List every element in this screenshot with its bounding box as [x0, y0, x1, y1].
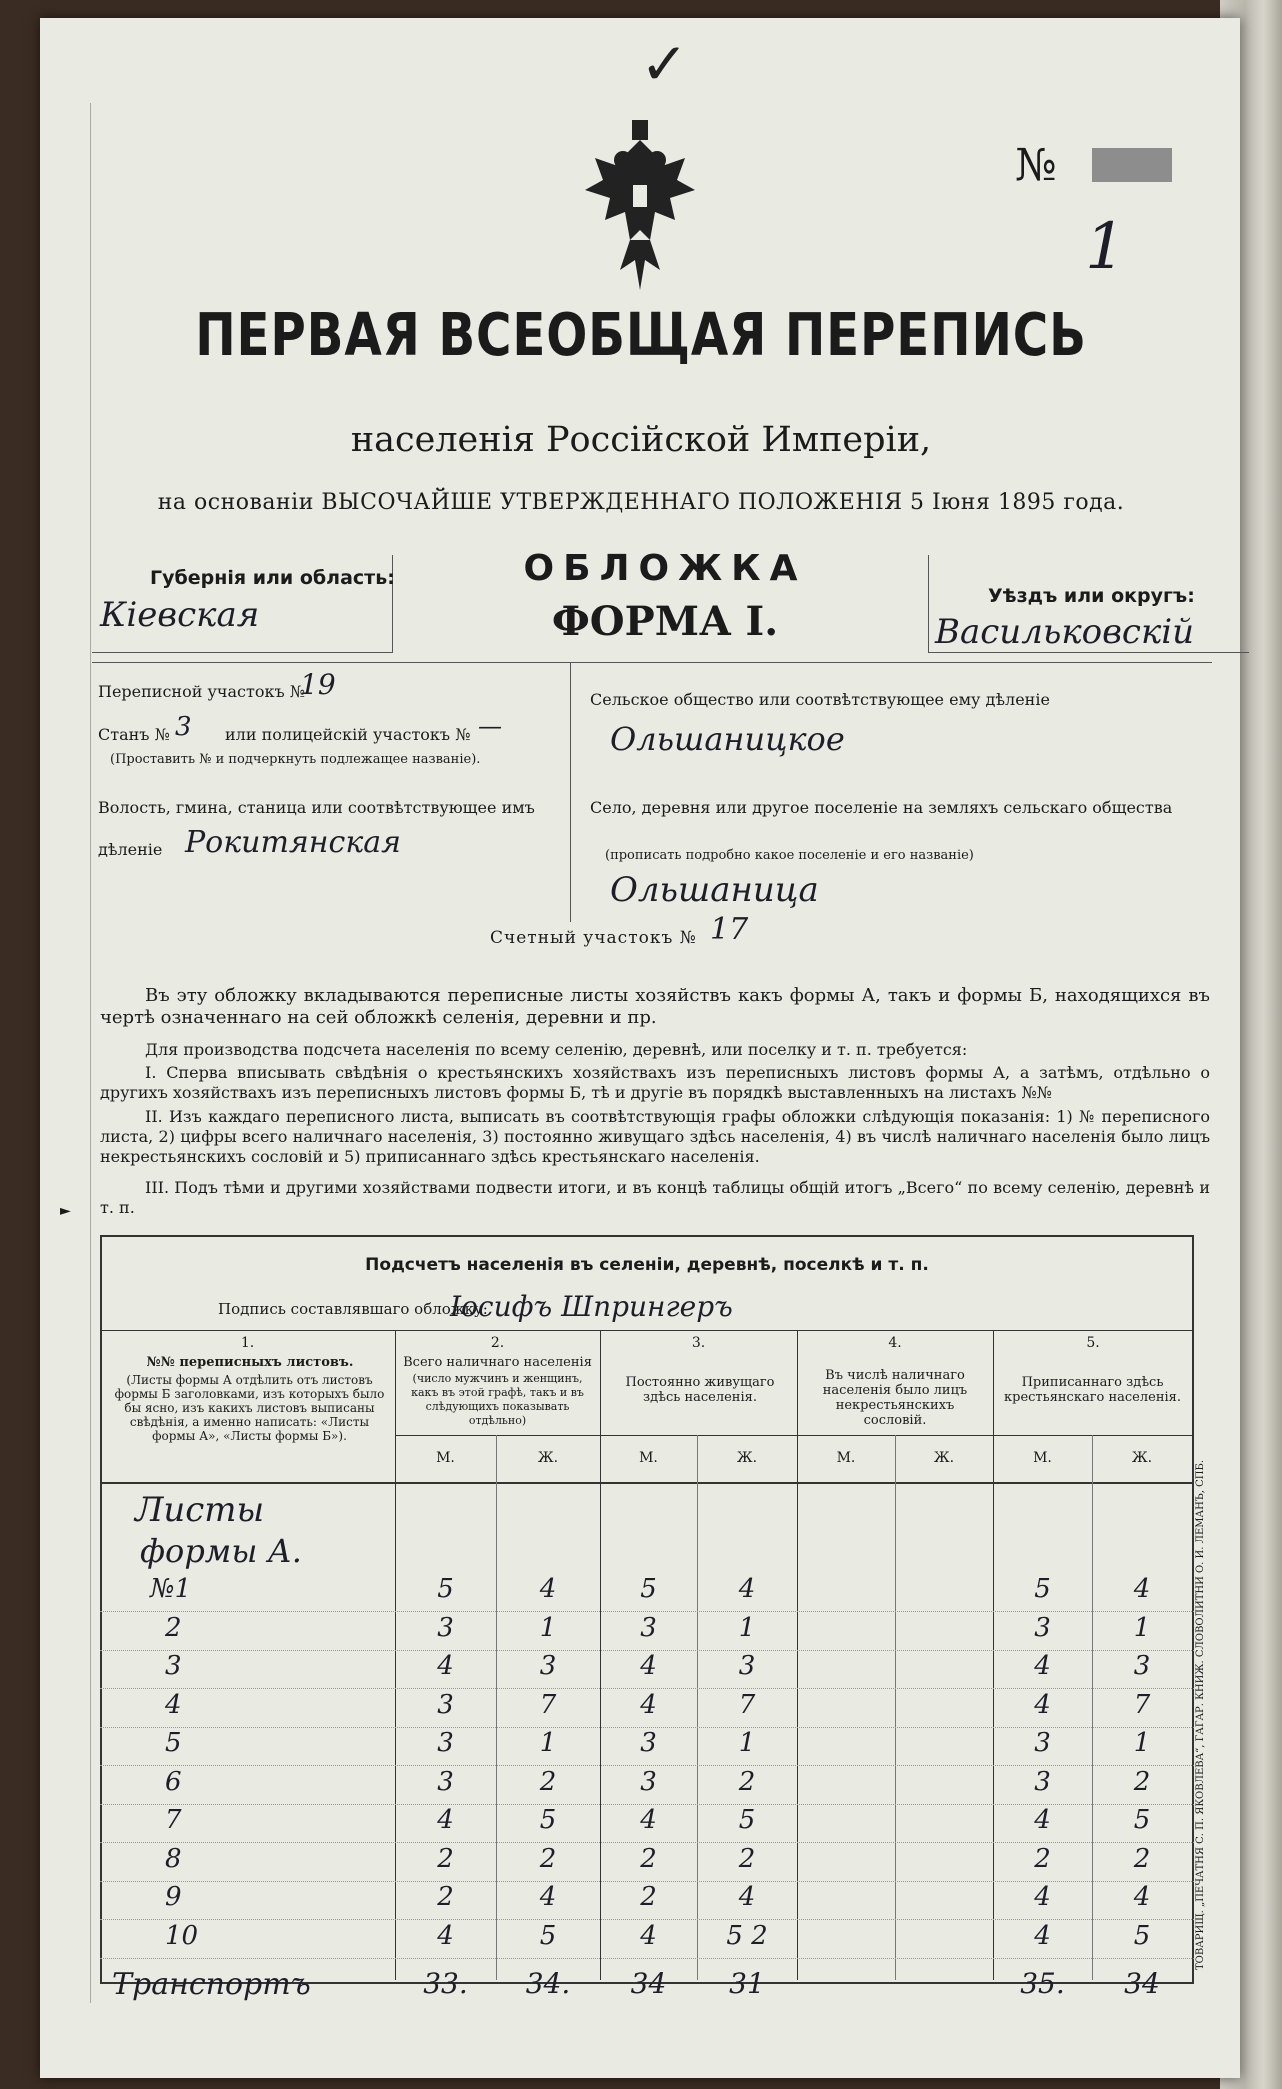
table-cell: 5 2	[726, 1920, 768, 1951]
column-3-title: Постоянно живущаго здѣсь населенія.	[625, 1375, 775, 1405]
table-cell: 5	[1133, 1805, 1151, 1835]
female-header: Ж.	[537, 1450, 559, 1466]
village-label: Село, деревня или другое поселеніе на земляхъ сельскаго общества	[590, 798, 1173, 817]
table-cell: 4	[640, 1651, 657, 1681]
table-row-number: 5	[165, 1728, 182, 1758]
number-label: №	[1015, 140, 1057, 191]
total-cell: 34	[1124, 1967, 1160, 2000]
gubernia-value: Кіевская	[100, 595, 260, 635]
table-cell: 2	[539, 1766, 557, 1797]
table-cell: 3	[640, 1766, 657, 1797]
table-cell: 3	[437, 1612, 454, 1643]
total-cell: 34	[630, 1967, 667, 2000]
table-row-line	[100, 1958, 1194, 1959]
column-divider	[797, 1330, 798, 1980]
table-cell: 2	[738, 1766, 756, 1797]
check-mark: ✓	[640, 30, 689, 98]
total-cell: 35.	[1020, 1967, 1065, 2000]
table-cell: 5	[539, 1805, 557, 1835]
female-header: Ж.	[736, 1450, 758, 1466]
section-label: Листы	[135, 1490, 265, 1530]
column-number: 4.	[888, 1335, 902, 1351]
table-cell: 5	[1133, 1920, 1151, 1951]
society-label: Сельское общество или соотвѣтствующее ему дѣленіе	[590, 690, 1050, 709]
table-cell: 1	[1133, 1728, 1151, 1758]
table-cell: 1	[539, 1612, 557, 1643]
instructions-item-1: I. Сперва вписывать свѣдѣнія о крестьянскихъ хозяйствахъ изъ переписныхъ листовъ формы А, а затѣмъ, отдѣльно о другихъ хозяйствахъ изъ переписныхъ листовъ формы Б, тѣ и другіе въ порядкѣ выставленныхъ на листахъ №№	[100, 1063, 1210, 1102]
column-number: 5.	[1086, 1335, 1100, 1351]
table-row-number: 3	[165, 1651, 182, 1681]
column-1-title: №№ переписныхъ листовъ.	[146, 1355, 354, 1370]
table-cell: 4	[640, 1689, 657, 1720]
table-cell: 5	[738, 1805, 756, 1835]
number-stamp-box	[1092, 148, 1172, 182]
column-2-title: Всего наличнаго населенія	[403, 1355, 592, 1370]
table-cell: 4	[539, 1574, 557, 1604]
table-cell: 1	[1133, 1612, 1151, 1643]
table-row-number: 8	[165, 1843, 182, 1874]
column-number: 1.	[240, 1335, 255, 1351]
table-cell: 4	[1034, 1805, 1051, 1835]
table-cell: 4	[1133, 1882, 1151, 1912]
table-cell: 5	[539, 1920, 557, 1951]
stan-value: 3	[175, 712, 192, 742]
table-cell: 3	[1034, 1728, 1051, 1758]
total-label: Транспортъ	[112, 1967, 311, 2002]
table-cell: 3	[1133, 1651, 1151, 1681]
table-cell: 4	[437, 1920, 454, 1951]
column-2-note: (число мужчинъ и женщинъ, какъ въ этой графѣ, такъ и въ слѣдующихъ показывать отдѣльно)	[411, 1372, 584, 1427]
table-cell: 7	[738, 1689, 756, 1720]
male-header: М.	[836, 1450, 856, 1466]
form-number: ФОРМА І.	[551, 598, 779, 645]
table-cell: 4	[640, 1805, 657, 1835]
table-row-number: 10	[165, 1920, 199, 1951]
section-label: формы А.	[140, 1532, 302, 1570]
table-cell: 2	[1133, 1766, 1151, 1797]
table-cell: 2	[640, 1843, 657, 1874]
stan-label: Станъ №	[98, 725, 170, 744]
police-label: или полицейскій участокъ №	[225, 725, 471, 744]
female-header: Ж.	[933, 1450, 955, 1466]
legal-basis: на основаніи ВЫСОЧАЙШЕ УТВЕРЖДЕННАГО ПОЛОЖЕНІЯ 5 Іюня 1895 года.	[157, 490, 1125, 515]
table-cell: 2	[640, 1882, 657, 1912]
instructions-item-2: II. Изъ каждаго переписного листа, выписать въ соотвѣтствующія графы обложки слѣдующія показанія: 1) № переписного листа, 2) цифры всего наличнаго населенія, 3) постоянно живущаго здѣсь населенія, 4) въ числѣ наличнаго населенія было лицъ некрестьянскихъ сословій и 5) приписаннаго здѣсь крестьянскаго населенія.	[100, 1107, 1210, 1166]
table-cell: 3	[437, 1766, 454, 1797]
divider	[570, 662, 571, 922]
table-row-number: 7	[165, 1805, 182, 1835]
table-cell: 2	[738, 1843, 756, 1874]
instructions-lead: Для производства подсчета населенія по всему селенію, деревнѣ, или поселку и т. п. требуется:	[145, 1040, 968, 1059]
signature-label: Подпись составлявшаго обложку:	[218, 1300, 488, 1318]
column-number: 3.	[691, 1335, 706, 1351]
table-cell: 4	[539, 1882, 557, 1912]
census-district-label: Переписной участокъ №	[98, 682, 305, 701]
table-cell: 7	[539, 1689, 557, 1720]
female-header: Ж.	[1131, 1450, 1153, 1466]
table-cell: 4	[1034, 1651, 1051, 1681]
stan-note: (Проставить № и подчеркнуть подлежащее названіе).	[110, 752, 481, 767]
table-subheader-line	[395, 1435, 1194, 1436]
table-cell: 2	[437, 1882, 454, 1912]
table-cell: 5	[1034, 1574, 1051, 1604]
instructions-item-3: III. Подъ тѣми и другими хозяйствами подвести итоги, и въ концѣ таблицы общій итогъ „Всего“ по всему селенію, деревнѣ и т. п.	[100, 1178, 1210, 1217]
column-4-title: Въ числѣ наличнаго населенія было лицъ некрестьянскихъ сословій.	[822, 1368, 968, 1428]
form-subtitle: населенія Россійской Имперіи,	[350, 420, 932, 460]
table-cell: 4	[640, 1920, 657, 1951]
column-5-title: Приписаннаго здѣсь крестьянскаго населенія.	[1004, 1375, 1181, 1405]
table-cell: 4	[437, 1651, 454, 1681]
margin-arrow-mark: ►	[60, 1203, 71, 1219]
male-header: М.	[436, 1450, 455, 1466]
table-cell: 2	[437, 1843, 454, 1874]
count-district-label: Счетный участокъ №	[490, 928, 697, 948]
village-note: (прописать подробно какое поселеніе и его названіе)	[605, 848, 974, 863]
gubernia-label: Губернія или область:	[150, 567, 395, 589]
column-1-note: (Листы формы А отдѣлить отъ листовъ формы Б заголовками, изъ которыхъ было бы ясно, изъ какихъ листовъ выписаны свѣдѣнія, а именно написать: «Листы формы А», «Листы формы Б»).	[114, 1373, 385, 1443]
count-district-value: 17	[710, 912, 749, 947]
table-cell: 4	[1034, 1882, 1051, 1912]
printer-imprint: ТОВАРИЩ. „ПЕЧАТНЯ С. П. ЯКОВЛЕВА“, ГАГАР. КНИЖ. СЛОВОЛИТНИ О. И. ЛЕМАНЪ, СПБ.	[1195, 1460, 1206, 1970]
column-divider	[895, 1435, 896, 1980]
table-cell: 3	[539, 1651, 557, 1681]
table-cell: 7	[1133, 1689, 1151, 1720]
table-header-line	[100, 1330, 1194, 1331]
uezd-value: Васильковскій	[935, 612, 1195, 652]
table-title: Подсчетъ населенія въ селеніи, деревнѣ, поселкѣ и т. п.	[365, 1255, 929, 1275]
table-row-number: №1	[150, 1574, 192, 1604]
table-cell: 2	[1133, 1843, 1151, 1874]
table-row-number: 9	[165, 1882, 182, 1912]
table-cell: 3	[640, 1728, 657, 1758]
table-body-line	[100, 1482, 1194, 1484]
table-cell: 4	[1133, 1574, 1151, 1604]
table-cell: 3	[437, 1728, 454, 1758]
form-title: ПЕРВАЯ ВСЕОБЩАЯ ПЕРЕПИСЬ	[195, 300, 1087, 369]
double-headed-eagle-icon	[575, 120, 705, 300]
table-cell: 3	[640, 1612, 657, 1643]
column-number: 2.	[490, 1335, 505, 1351]
total-cell: 31	[729, 1967, 765, 2000]
table-row-number: 4	[165, 1689, 182, 1720]
table-row-number: 6	[165, 1766, 182, 1797]
cover-title: ОБЛОЖКА	[523, 548, 807, 589]
village-value: Ольшаница	[610, 870, 819, 910]
volost-label: Волость, гмина, станица или соотвѣтствующее имъ	[98, 798, 535, 817]
table-cell: 1	[539, 1728, 557, 1758]
volost-label-2: дѣленіе	[98, 840, 163, 859]
signature-value: Іосифъ Шпрингеръ	[450, 1290, 733, 1323]
table-cell: 3	[437, 1689, 454, 1720]
table-cell: 1	[738, 1612, 756, 1643]
instructions-intro: Въ эту обложку вкладываются переписные листы хозяйствъ какъ формы А, такъ и формы Б, находящихся въ чертѣ означеннаго на сей обложкѣ селенія, деревни и пр.	[100, 985, 1210, 1028]
total-cell: 34.	[525, 1967, 571, 2000]
table-cell: 4	[1034, 1689, 1051, 1720]
table-cell: 5	[640, 1574, 657, 1604]
table-cell: 4	[738, 1882, 756, 1912]
volost-value: Рокитянская	[185, 825, 402, 860]
total-cell: 33.	[423, 1967, 468, 2000]
table-cell: 2	[1034, 1843, 1051, 1874]
society-value: Ольшаницкое	[610, 720, 845, 758]
table-cell: 2	[539, 1843, 557, 1874]
police-value: —	[478, 712, 502, 740]
number-handwritten: 1	[1085, 210, 1126, 284]
table-cell: 3	[1034, 1766, 1051, 1797]
table-cell: 5	[437, 1574, 454, 1604]
male-header: М.	[639, 1450, 658, 1466]
table-row-number: 2	[165, 1612, 182, 1643]
male-header: М.	[1033, 1450, 1052, 1466]
table-cell: 4	[437, 1805, 454, 1835]
uezd-label: Уѣздъ или округъ:	[988, 585, 1195, 607]
table-cell: 1	[738, 1728, 756, 1758]
table-cell: 4	[1034, 1920, 1051, 1951]
table-cell: 3	[1034, 1612, 1051, 1643]
table-cell: 4	[738, 1574, 756, 1604]
census-district-value: 19	[300, 668, 336, 701]
divider	[92, 662, 1212, 663]
table-cell: 3	[738, 1651, 756, 1681]
